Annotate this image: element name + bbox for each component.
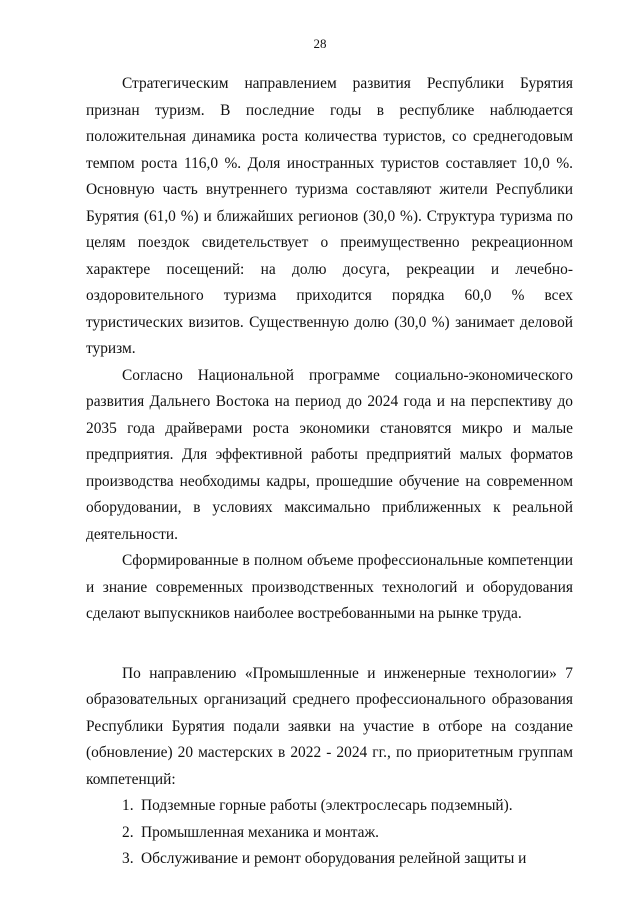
page-number: 28 <box>313 36 327 51</box>
paragraph-national-program: Согласно Национальной программе социально-экономического развития Дальнего Востока на период до 2024 года и на перспективу до 2035 года драйверами роста экономики становятся микро и малые предприятия. Для эффективной работы предприятий малых форматов производства необходимы кадры, прошедшие обучение на современном оборудовании, в условиях максимально приближенных к реальной деятельности. <box>86 366 573 543</box>
list-item <box>86 846 573 873</box>
list-item-number: 2. <box>122 823 134 841</box>
paragraph-tourism: Стратегическим направлением развития Республики Бурятия признан туризм. В последние годы в республике наблюдается положительная динамика роста количества туристов, со среднегодовым темпом роста 116,0 %. Доля иностранных туристов составляет 10,0 %. Основную часть внутреннего туризма составляют жители Республики Бурятия (61,0 %) и ближайших регионов (30,0 %). Структура туризма по целям поездок свидетельствует о преимущественно рекреационном характере посещений: на долю досуга, рекреации и лечебно-оздоровительного туризма приходится порядка 60,0 % всех туристических визитов. Существенную долю (30,0 %) занимает деловой туризм. <box>86 75 573 357</box>
competency-list <box>86 793 573 873</box>
paragraph-competencies: Сформированные в полном объеме профессиональные компетенции и знание современных производственных технологий и оборудования сделают выпускников наиболее востребованными на рынке труда. <box>86 552 573 622</box>
paragraph-industrial-technologies: По направлению «Промышленные и инженерные технологии» 7 образовательных организаций среднего профессионального образования Республики Бурятия подали заявки на участие в отборе на создание (обновление) 20 мастерских в 2022 - 2024 гг., по приоритетным группам компетенций: <box>86 664 573 788</box>
list-item <box>86 820 573 847</box>
list-item <box>86 793 573 820</box>
list-item-text: Обслуживание и ремонт оборудования релейной защиты и <box>141 850 527 867</box>
document-body <box>86 71 573 873</box>
paragraph-gap <box>86 628 573 661</box>
list-item-number: 3. <box>122 850 134 867</box>
list-item-text: Промышленная механика и монтаж. <box>141 823 379 841</box>
list-item-text: Подземные горные работы (электрослесарь подземный). <box>141 797 513 814</box>
list-item-number: 1. <box>122 797 134 814</box>
